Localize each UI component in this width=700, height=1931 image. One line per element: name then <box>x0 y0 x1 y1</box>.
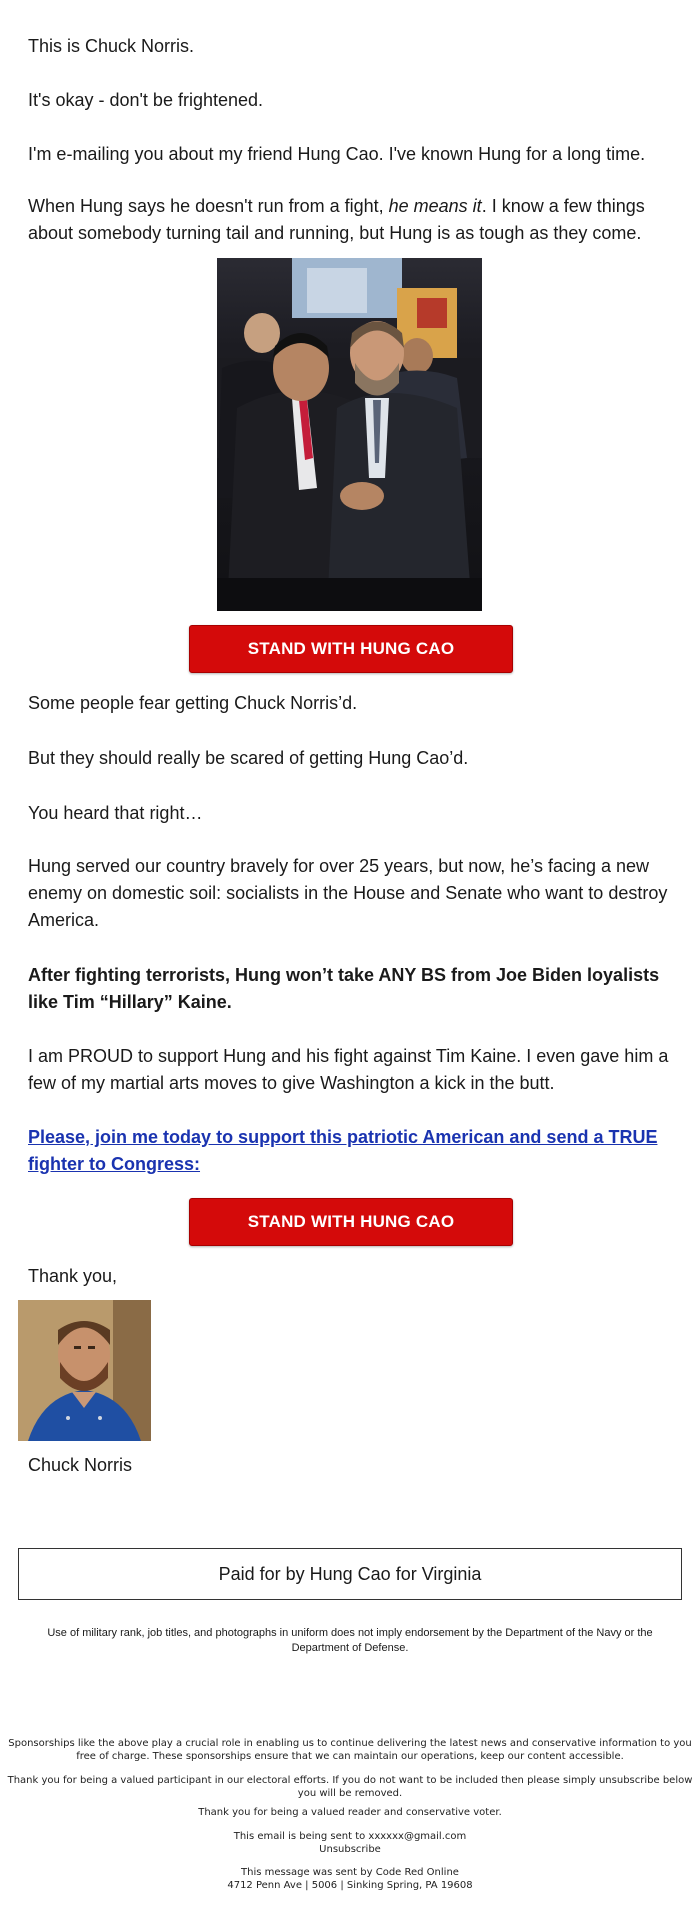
body-paragraph-7: You heard that right… <box>28 803 203 823</box>
paid-for-box: Paid for by Hung Cao for Virginia <box>18 1548 682 1600</box>
body-paragraph-6: But they should really be scared of getting Hung Cao’d. <box>28 748 469 768</box>
stand-with-hung-cao-button-2[interactable]: STAND WITH HUNG CAO <box>189 1198 513 1246</box>
military-disclaimer: Use of military rank, job titles, and photographs in uniform does not imply endorsement by the Department of the Navy or the Department of Defense. <box>47 1627 653 1654</box>
unsubscribe-link[interactable]: Unsubscribe <box>319 1844 381 1855</box>
stand-with-hung-cao-button[interactable]: STAND WITH HUNG CAO <box>189 625 513 673</box>
sender-info: This message was sent by Code Red Online <box>241 1867 459 1878</box>
recipient-email: This email is being sent to xxxxxx@gmail.com <box>233 1831 467 1842</box>
intro-paragraph-4-emphasis: he means it <box>388 196 482 216</box>
sender-address: 4712 Penn Ave | 5006 | Sinking Spring, PA 19608 <box>227 1880 473 1891</box>
body-paragraph-9-bold: After fighting terrorists, Hung won’t take ANY BS from Joe Biden loyalists like Tim “Hillary” Kaine. <box>28 965 660 1012</box>
chuck-norris-portrait <box>18 1300 151 1441</box>
participant-notice: Thank you for being a valued participant in our electoral efforts. If you do not want to be included then please simply unsubscribe below you will be removed. <box>7 1775 693 1799</box>
reader-thanks: Thank you for being a valued reader and conservative voter. <box>198 1807 502 1818</box>
signature-name: Chuck Norris <box>28 1455 133 1475</box>
sponsorship-notice: Sponsorships like the above play a crucial role in enabling us to continue delivering the latest news and conservative information to you free of charge. These sponsorships ensure that we can maintain our operations, keep our content accessible. <box>8 1738 692 1762</box>
event-photo-illustration <box>217 258 482 611</box>
thank-you-text: Thank you, <box>28 1266 118 1286</box>
body-paragraph-8: Hung served our country bravely for over 25 years, but now, he’s facing a new enemy on domestic soil: socialists in the House and Senate who want to destroy America. <box>28 856 668 930</box>
intro-paragraph-4 <box>28 193 673 247</box>
intro-paragraph-4-end: . I know a few things about somebody turning tail and running, but Hung is as tough as they come. <box>28 196 645 243</box>
body-paragraph-10: I am PROUD to support Hung and his fight against Tim Kaine. I even gave him a few of my martial arts moves to give Washington a kick in the butt. <box>28 1046 669 1093</box>
body-paragraph-5: Some people fear getting Chuck Norris’d. <box>28 693 358 713</box>
support-link[interactable]: Please, join me today to support this patriotic American and send a TRUE fighter to Congress: <box>28 1127 658 1174</box>
intro-paragraph-4-start: When Hung says he doesn't run from a fight, <box>28 196 389 216</box>
chuck-norris-portrait-illustration <box>18 1300 151 1441</box>
intro-paragraph-1: This is Chuck Norris. <box>28 36 195 56</box>
intro-paragraph-3: I'm e-mailing you about my friend Hung Cao. I've known Hung for a long time. <box>28 144 646 164</box>
hung-cao-chuck-norris-photo[interactable] <box>217 258 482 611</box>
intro-paragraph-2: It's okay - don't be frightened. <box>28 90 264 110</box>
